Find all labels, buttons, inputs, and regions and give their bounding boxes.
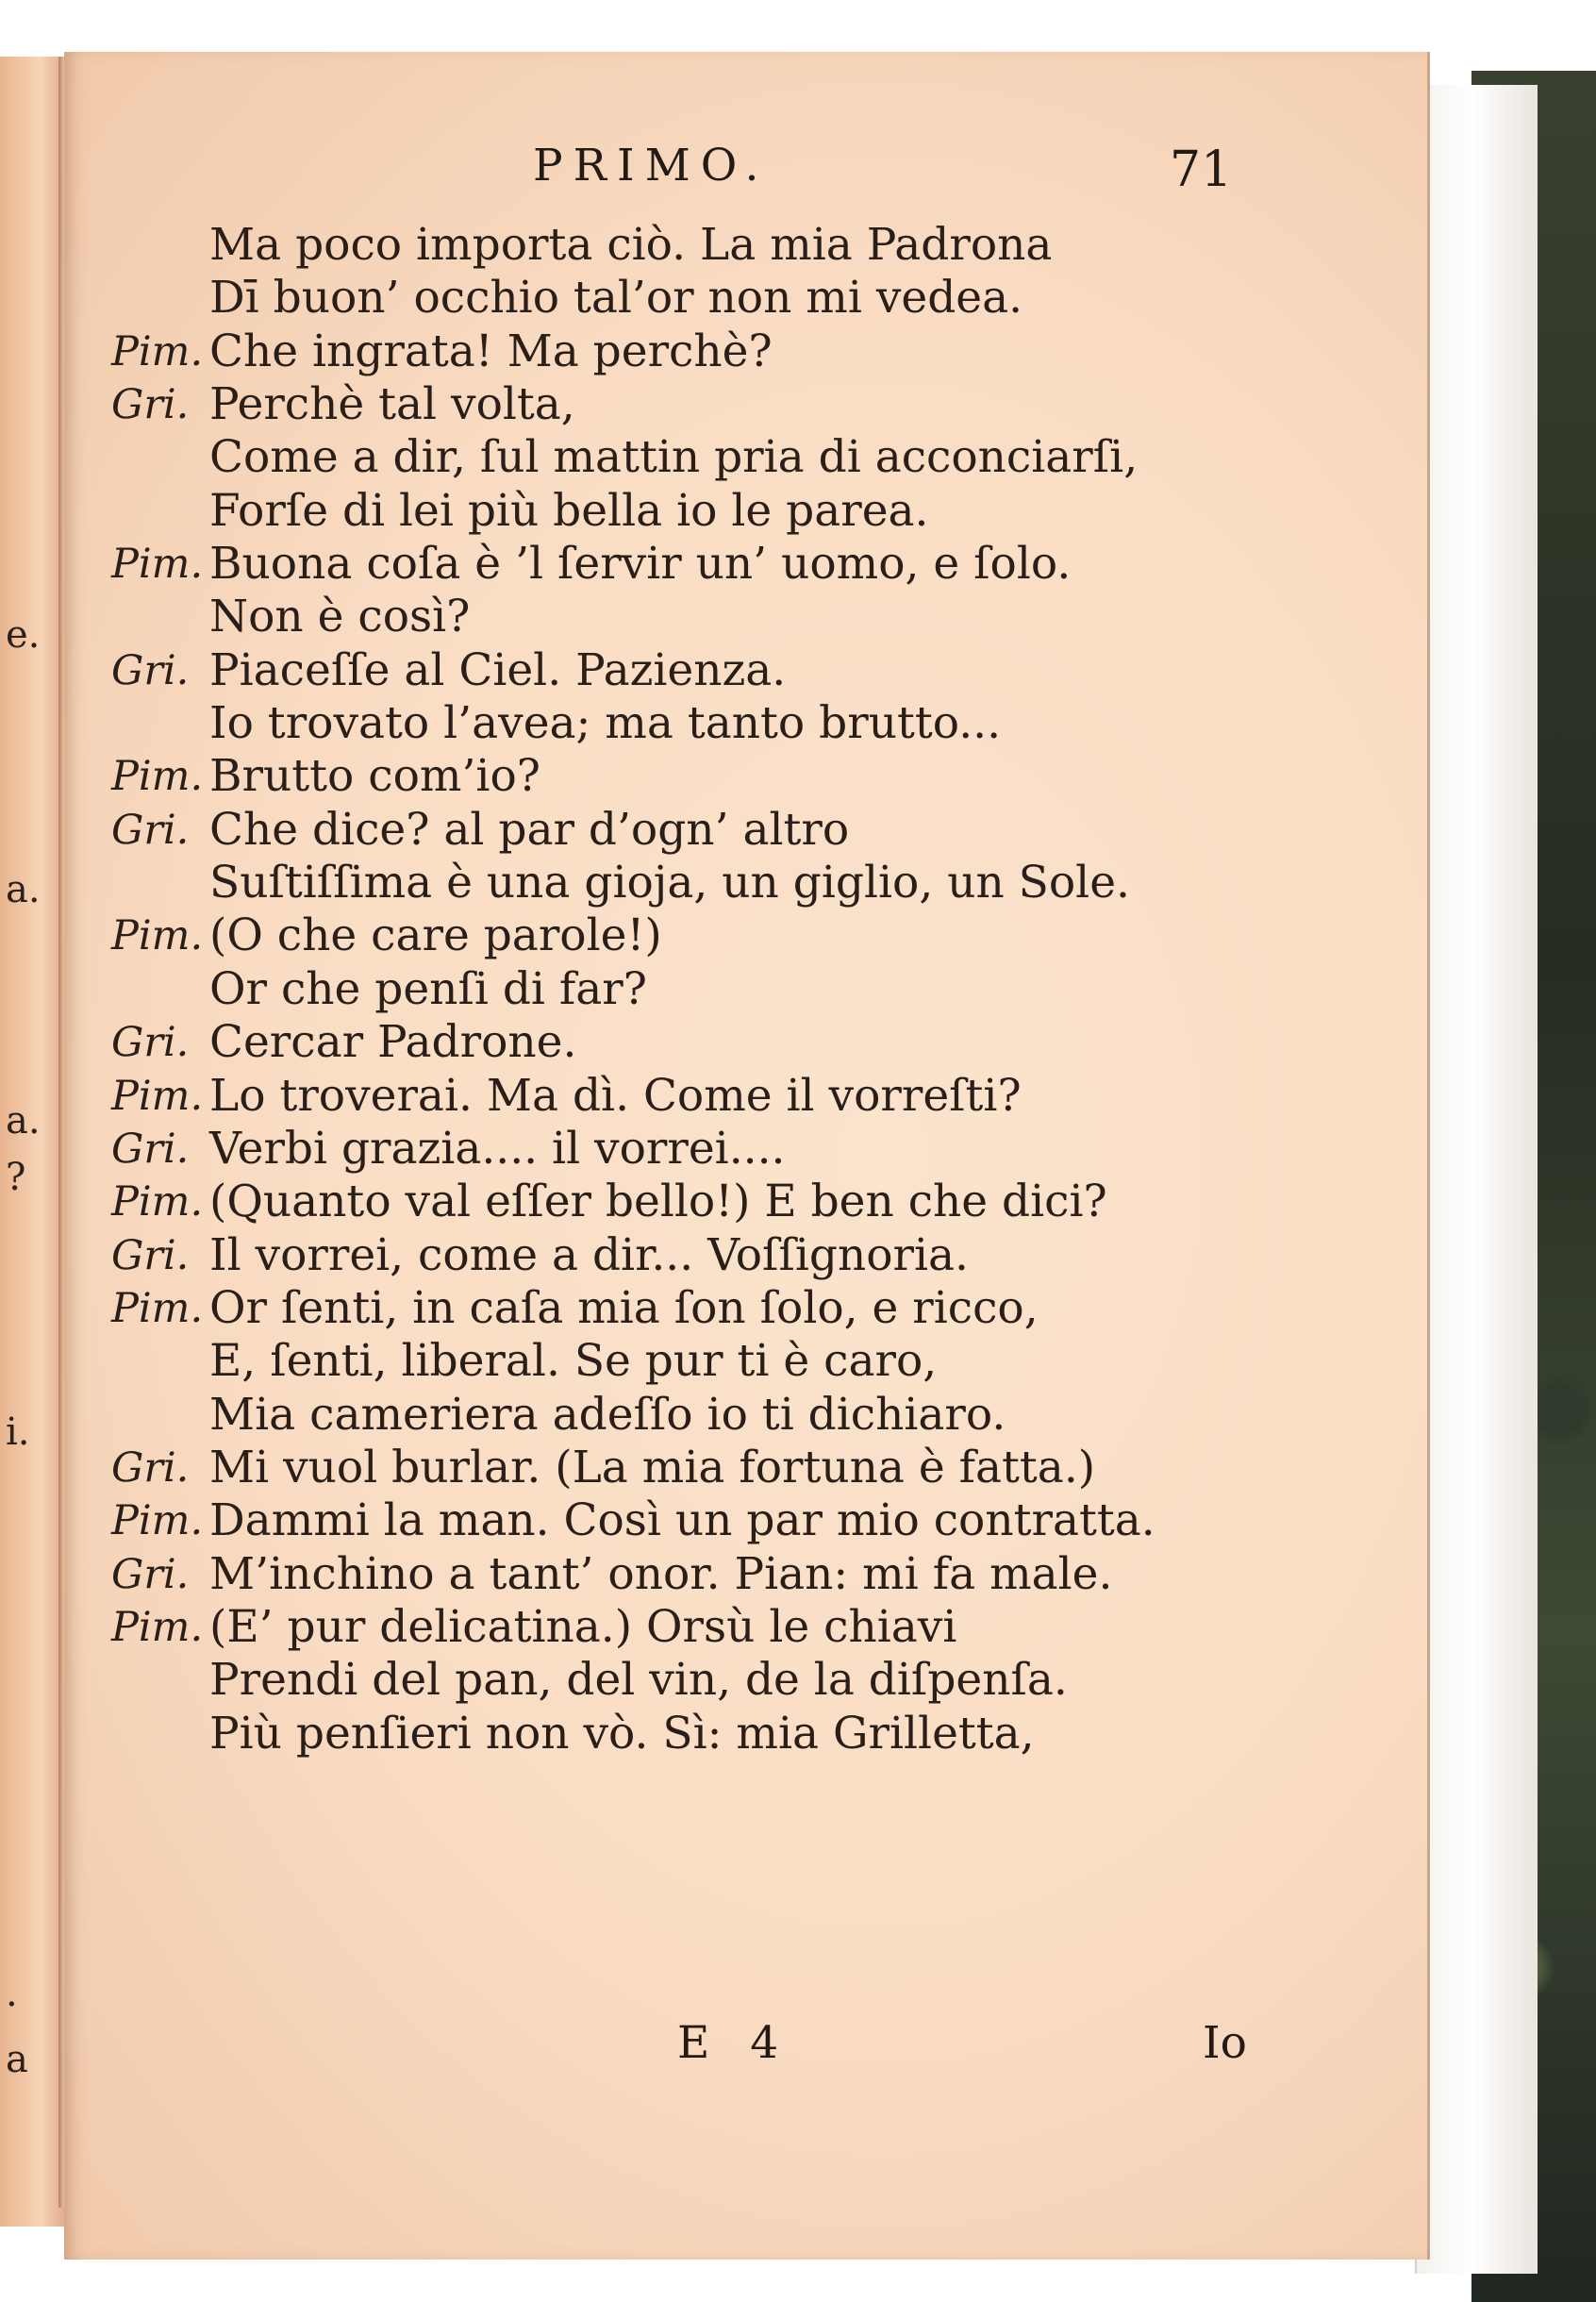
text-line <box>111 963 1272 1016</box>
text-line <box>111 325 1272 378</box>
verse-text: Brutto com’io? <box>209 750 540 803</box>
verse-text: Dammi la man. Così un par mio contratta. <box>209 1494 1155 1547</box>
text-line <box>111 1070 1272 1123</box>
text-line <box>111 378 1272 431</box>
speaker-label: Gri. <box>111 646 190 694</box>
text-line <box>111 1548 1272 1601</box>
verse-text: Buona coſa è ’l ſervir un’ uomo, e ſolo. <box>209 538 1072 591</box>
text-line <box>111 697 1272 750</box>
verse-text: (Quanto val eſſer bello!) E ben che dici? <box>209 1176 1107 1228</box>
text-line <box>111 272 1272 325</box>
margin-fragment: a. <box>6 1099 41 1143</box>
text-line <box>111 1442 1272 1494</box>
margin-fragment: i. <box>6 1410 30 1454</box>
catchword: Io <box>1203 2017 1247 2069</box>
verse-text: Che ingrata! Ma perchè? <box>209 325 773 377</box>
flyleaf <box>1415 85 1538 2274</box>
verse-text: Cercar Padrone. <box>209 1016 577 1069</box>
verse-text: Io trovato l’avea; ma tanto brutto... <box>209 697 1002 750</box>
margin-fragment: e. <box>6 613 41 657</box>
text-line <box>111 1176 1272 1228</box>
verse-text: Prendi del pan, del vin, de la diſpenſa. <box>209 1654 1068 1707</box>
speaker-label: Pim. <box>111 1603 204 1651</box>
dialogue-text <box>111 219 1272 1760</box>
speaker-label: Pim. <box>111 327 204 375</box>
text-line <box>111 1282 1272 1335</box>
text-line <box>111 538 1272 591</box>
verse-text: Ma poco importa ciò. La mia Padrona <box>209 219 1053 271</box>
verse-text: Suſtiſſima è una gioja, un giglio, un Sole. <box>209 857 1130 909</box>
text-line <box>111 1016 1272 1069</box>
page-footer <box>0 2017 1596 2074</box>
speaker-label: Pim. <box>111 1072 204 1120</box>
speaker-label: Pim. <box>111 1497 204 1545</box>
verse-text: Or che penſi di far? <box>209 962 647 1015</box>
verse-text: Dī buon’ occhio tal’or non mi vedea. <box>209 272 1023 325</box>
verse-text: Verbi grazia.... il vorrei.... <box>209 1122 786 1175</box>
text-line <box>111 431 1272 484</box>
verse-text: Come a dir, ſul mattin pria di acconciarſi, <box>209 431 1139 484</box>
verse-text: M’inchino a tant’ onor. Pian: mi fa male. <box>209 1547 1113 1600</box>
text-line <box>111 644 1272 697</box>
verse-text: Mia cameriera adeſſo io ti dichiaro. <box>209 1388 1006 1441</box>
speaker-label: Gri. <box>111 1019 190 1067</box>
running-title: PRIMO. <box>533 140 770 192</box>
text-line <box>111 1389 1272 1442</box>
verse-text: Piaceſſe al Ciel. Pazienza. <box>209 643 787 696</box>
verse-text: Il vorrei, come a dir... Voſſignoria. <box>209 1228 969 1281</box>
speaker-label: Gri. <box>111 381 190 429</box>
speaker-label: Gri. <box>111 806 190 854</box>
text-line <box>111 750 1272 803</box>
speaker-label: Gri. <box>111 1231 190 1279</box>
verse-text: (E’ pur delicatina.) Orsù le chiavi <box>209 1600 957 1653</box>
verse-text: E, ſenti, liberal. Se pur ti è caro, <box>209 1335 938 1388</box>
verse-text: (O che care parole!) <box>209 909 662 962</box>
speaker-label: Pim. <box>111 1178 204 1226</box>
verse-text: Or ſenti, in caſa mia ſon ſolo, e ricco, <box>209 1281 1039 1334</box>
page-number: 71 <box>1170 142 1233 198</box>
text-line <box>111 1123 1272 1176</box>
speaker-label: Gri. <box>111 1125 190 1173</box>
text-line <box>111 909 1272 962</box>
speaker-label: Pim. <box>111 912 204 960</box>
text-line <box>111 857 1272 909</box>
speaker-label: Pim. <box>111 541 204 589</box>
speaker-label: Pim. <box>111 1284 204 1332</box>
text-line <box>111 1335 1272 1388</box>
text-line <box>111 219 1272 272</box>
signature-mark: E 4 <box>677 2017 792 2069</box>
text-line <box>111 1708 1272 1760</box>
verse-text: Non è così? <box>209 591 471 643</box>
speaker-label: Gri. <box>111 1443 190 1492</box>
text-line <box>111 1601 1272 1654</box>
speaker-label: Gri. <box>111 1550 190 1598</box>
text-line <box>111 591 1272 643</box>
text-line <box>111 485 1272 538</box>
speaker-label: Pim. <box>111 753 204 801</box>
verse-text: Che dice? al par d’ogn’ altro <box>209 803 850 856</box>
text-line <box>111 1494 1272 1547</box>
margin-fragment: . <box>6 1972 18 2015</box>
text-line <box>111 804 1272 857</box>
page-header <box>0 140 1596 196</box>
margin-fragment: a. <box>6 868 41 911</box>
facing-page-fragments <box>0 0 41 2302</box>
margin-fragment: a <box>6 2038 28 2081</box>
text-line <box>111 1654 1272 1707</box>
margin-fragment: ? <box>6 1156 26 1199</box>
verse-text: Mi vuol burlar. (La mia fortuna è fatta.) <box>209 1441 1096 1493</box>
verse-text: Forſe di lei più bella io le parea. <box>209 484 929 537</box>
verse-text: Lo troverai. Ma dì. Come il vorreſti? <box>209 1069 1022 1122</box>
verse-text: Più penſieri non vò. Sì: mia Grilletta, <box>209 1707 1035 1760</box>
text-line <box>111 1229 1272 1282</box>
verse-text: Perchè tal volta, <box>209 378 575 431</box>
